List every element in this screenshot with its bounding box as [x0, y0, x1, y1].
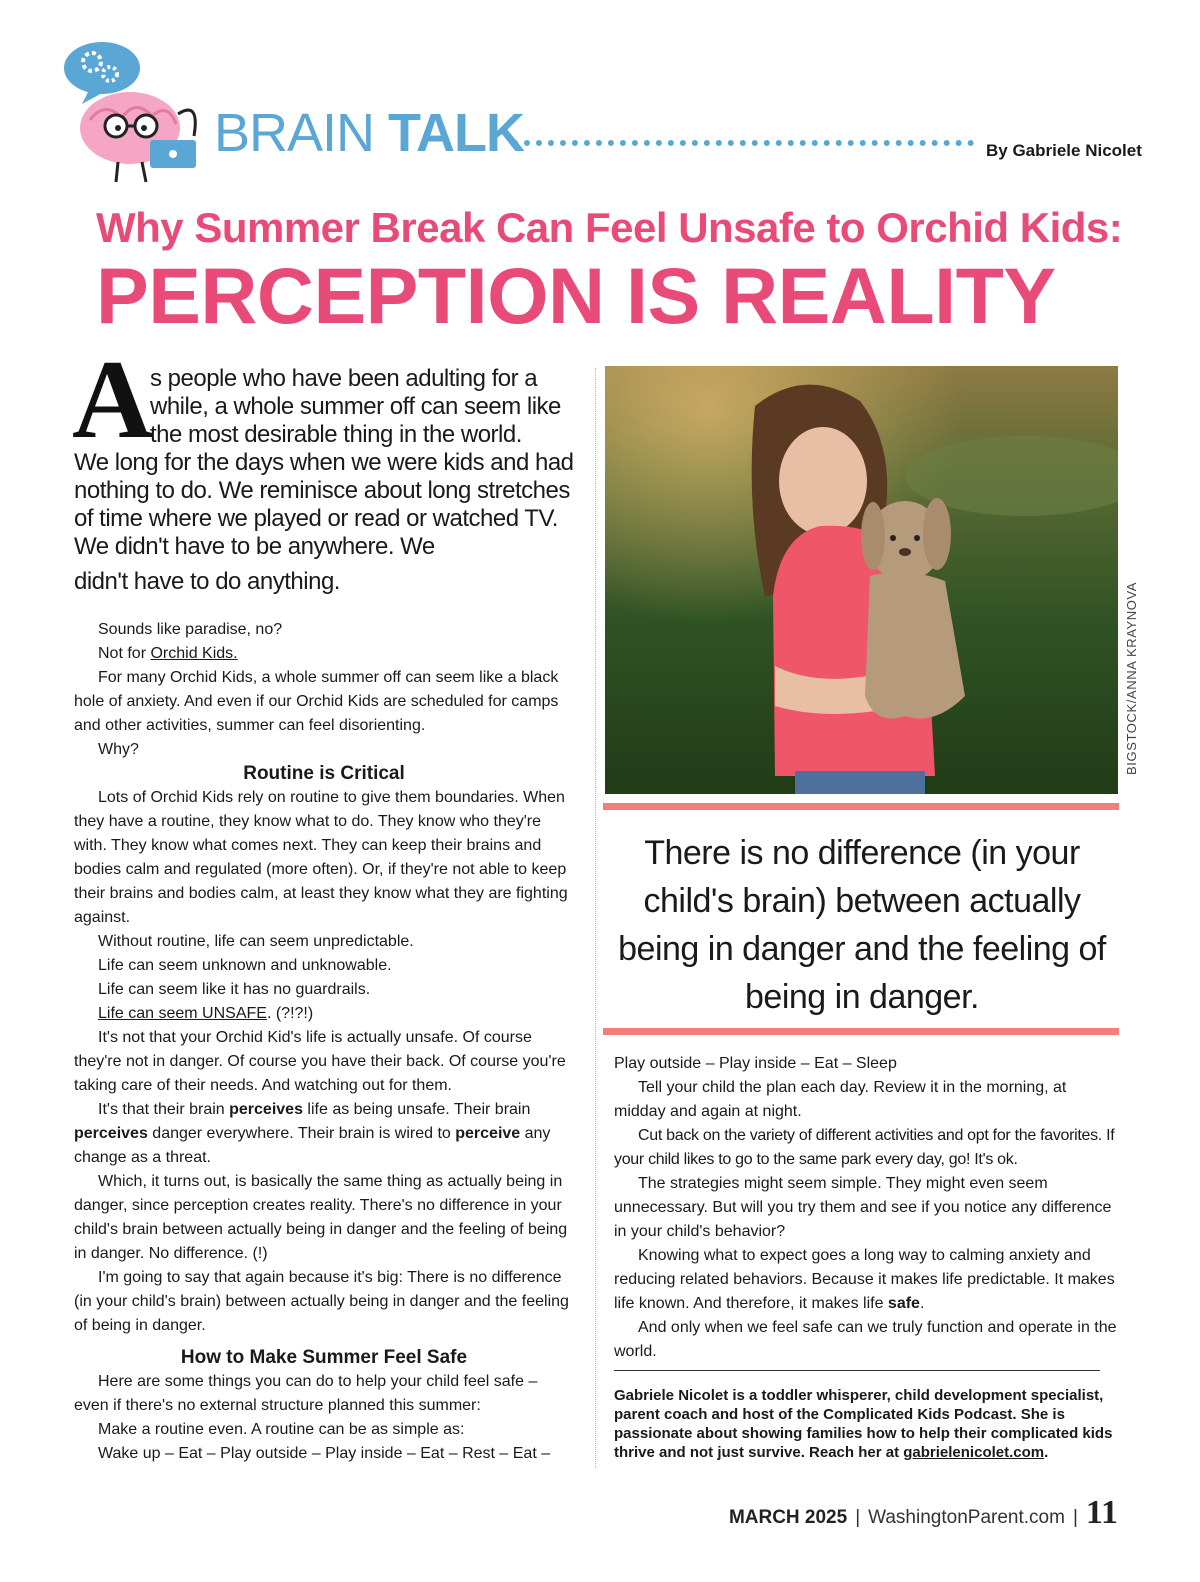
paragraph: Without routine, life can seem unpredictable. — [98, 933, 414, 950]
paragraph: The strategies might seem simple. They might even seem unnecessary. But will you try them and see if you notice any difference in your child's behavior? — [614, 1175, 1112, 1240]
paragraph: Why? — [98, 741, 139, 758]
paragraph: It's not that your Orchid Kid's life is actually unsafe. Of course they're not in danger. Of course you have their back. Of course you're taking care of their needs. And watching out for them. — [74, 1029, 566, 1094]
paragraph: Wake up – Eat – Play outside – Play inside – Eat – Rest – Eat – — [98, 1445, 551, 1462]
text: It's that their brain — [98, 1101, 230, 1118]
life-unsafe-link[interactable]: Life can seem UNSAFE — [98, 1005, 267, 1022]
paragraph: I'm going to say that again because it's big: There is no difference (in your child's brain) between actually being in danger and the feeling of being in danger. — [74, 1269, 569, 1334]
paragraph: Sounds like paradise, no? — [98, 621, 283, 638]
drop-cap: A — [72, 338, 153, 462]
headline: Why Summer Break Can Feel Unsafe to Orchid Kids: — [96, 204, 1123, 251]
text: . — [1044, 1444, 1049, 1461]
intro-text-1: s people who have been adulting for a while, a whole summer off can seem like the most desirable thing in the world. — [150, 365, 561, 448]
site-name: WashingtonParent.com — [868, 1507, 1065, 1528]
pull-quote: There is no difference (in your child's brain) between actually being in danger and the feeling of being in danger. — [618, 834, 1106, 1016]
headline-large: PERCEPTION IS REALITY — [96, 251, 1056, 340]
paragraph: And only when we feel safe can we truly function and operate in the world. — [614, 1319, 1117, 1360]
column-divider — [595, 368, 596, 1468]
footer-separator: | — [1072, 1507, 1078, 1528]
bold-text: perceive — [455, 1125, 521, 1142]
bio-text: Gabriele Nicolet is a toddler whisperer, child development specialist, parent coach and host of the Complicated Kids Podcast. She is passionate about showing families how to help their complicated kids thrive and not just survive. Reach her at — [614, 1387, 1113, 1461]
paragraph — [74, 642, 574, 666]
paragraph: Here are some things you can do to help your child feel safe – even if there's no external structure planned this summer: — [74, 1373, 538, 1414]
page-number: 11 — [1085, 1494, 1118, 1531]
pullquote-bottom-bar — [603, 1028, 1119, 1035]
paragraph: Which, it turns out, is basically the same thing as actually being in danger, since perception creates reality. There's no difference in your child's brain between actually being in danger and the feeling of being in danger. No difference. (!) — [74, 1173, 568, 1262]
paragraph — [614, 1244, 1122, 1316]
bold-text: perceives — [74, 1125, 148, 1142]
orchid-kids-link[interactable]: Orchid Kids. — [150, 645, 238, 662]
paragraph — [74, 1002, 574, 1026]
issue-date: MARCH 2025 — [728, 1507, 848, 1528]
bio-divider — [614, 1370, 1100, 1371]
paragraph: Tell your child the plan each day. Review it in the morning, at midday and again at night. — [614, 1079, 1067, 1120]
author-website-link[interactable]: gabrielenicolet.com — [903, 1444, 1045, 1461]
brand-light: BRAIN — [214, 103, 389, 163]
byline: By Gabriele Nicolet — [986, 141, 1142, 160]
bold-text: safe — [887, 1295, 920, 1312]
paragraph: Cut back on the variety of different activities and opt for the favorites. If your child likes to go to the same park every day, go! It's ok. — [614, 1127, 1115, 1168]
intro-text-3: didn't have to do anything. — [74, 568, 340, 595]
paragraph — [74, 1098, 574, 1170]
brand-bold: TALK — [388, 103, 525, 163]
left-column — [74, 618, 574, 1466]
intro-text-2: We long for the days when we were kids and had nothing to do. We reminisce about long stretches of time where we played or read or watched TV. We didn't have to be anywhere. We — [74, 449, 574, 560]
paragraph: Make a routine even. A routine can be as simple as: — [98, 1421, 465, 1438]
photo-credit: BIGSTOCK/ANNA KRAYNOVA — [1124, 581, 1139, 775]
text: Knowing what to expect goes a long way to calming anxiety and reducing related behaviors. Because it makes life predictable. It makes life known. And therefore, it makes life — [614, 1247, 1115, 1312]
text: . (?!?!) — [266, 1005, 314, 1022]
paragraph: For many Orchid Kids, a whole summer off can seem like a black hole of anxiety. And even if our Orchid Kids are scheduled for camps and other activities, summer can feel disorienting. — [74, 669, 559, 734]
author-bio — [614, 1386, 1114, 1462]
paragraph: Play outside – Play inside – Eat – Sleep — [614, 1055, 897, 1072]
text: life as being unsafe. Their brain — [302, 1101, 531, 1118]
brain-mascot-icon — [60, 40, 210, 190]
girl-with-teddy-photo — [605, 366, 1118, 794]
paragraph: Lots of Orchid Kids rely on routine to give them boundaries. When they have a routine, they know what to do. They know who they're with. They know what comes next. They can keep their brains and bodies calm and regulated (more often). Or, if they're not able to keep their brains and bodies calm, at least they know what they are fighting against. — [74, 789, 568, 926]
subheading-summer-safe: How to Make Summer Feel Safe — [180, 1347, 468, 1368]
paragraph: Life can seem like it has no guardrails. — [98, 981, 371, 998]
text: . — [919, 1295, 925, 1312]
page-footer — [729, 1494, 1118, 1532]
text: Not for — [98, 645, 151, 662]
bold-text: perceives — [229, 1101, 303, 1118]
text: danger everywhere. Their brain is wired to — [147, 1125, 456, 1142]
subheading-routine: Routine is Critical — [243, 763, 405, 784]
paragraph: Life can seem unknown and unknowable. — [98, 957, 392, 974]
pullquote-top-bar — [603, 803, 1119, 810]
text: any change as a threat. — [74, 1125, 551, 1166]
footer-separator: | — [855, 1507, 861, 1528]
right-column — [614, 1052, 1122, 1364]
brand-dotted-rule — [512, 140, 974, 146]
section-brand — [214, 102, 524, 164]
